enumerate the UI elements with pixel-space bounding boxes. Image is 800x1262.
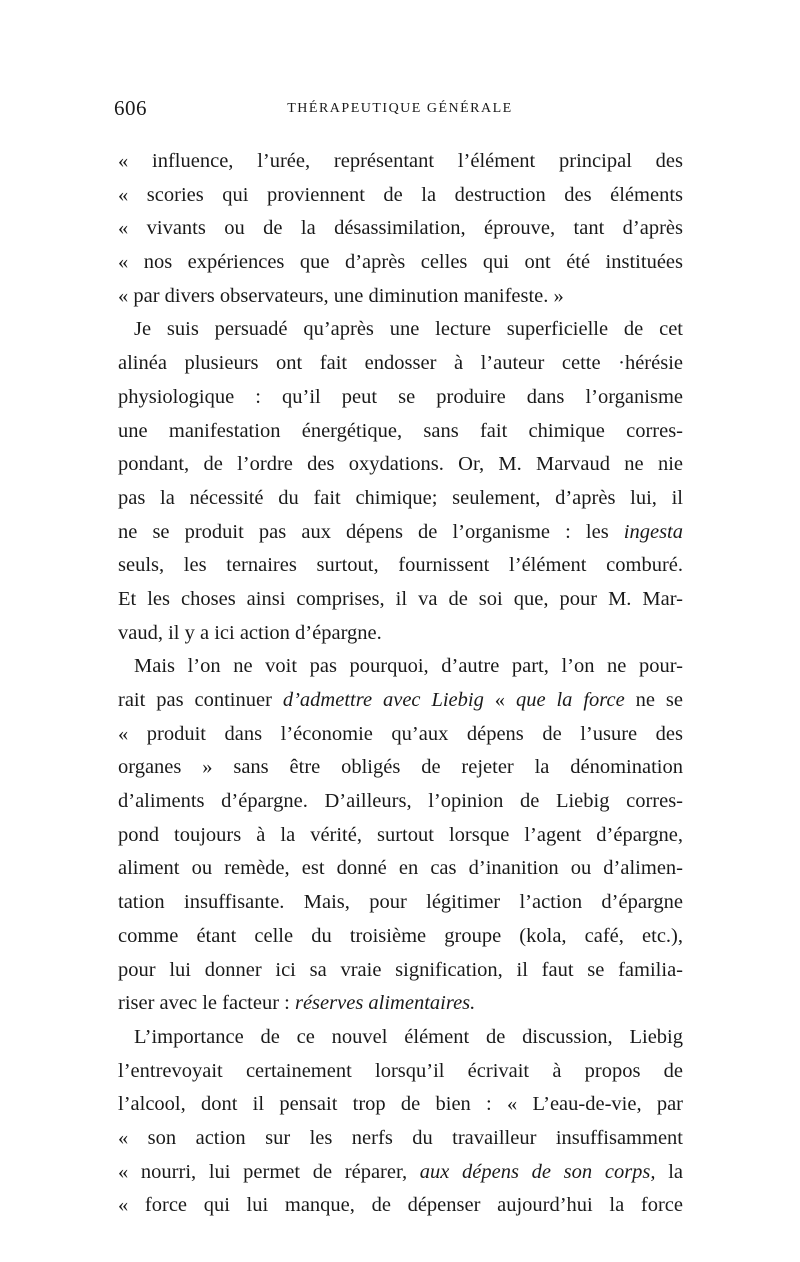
text-line (118, 313, 683, 347)
text-run: tation insuffisante. Mais, pour légitimer l’action d’épargne (118, 891, 683, 914)
italic-text: ingesta (623, 520, 683, 543)
text-line (118, 1122, 683, 1156)
text-line (118, 852, 683, 886)
text-run: ne se (624, 689, 684, 711)
text-run: physiologique : qu’il peut se produire dans l’organisme (118, 385, 683, 408)
text-run: « nourri, lui permet de réparer, (118, 1160, 420, 1183)
text-line (118, 145, 683, 179)
text-line (118, 1055, 683, 1089)
text-run: « (483, 689, 516, 711)
text-run: Et les choses ainsi comprises, il va de soi que, pour M. Mar- (118, 587, 683, 610)
text-run: aliment ou remède, est donné en cas d’inanition ou d’alimen- (118, 857, 683, 880)
text-run: une manifestation énergétique, sans fait chimique corres- (118, 419, 683, 442)
italic-text: réserves alimentaires. (294, 992, 476, 1015)
text-run: « scories qui proviennent de la destruction des éléments (118, 183, 683, 206)
text-line (118, 583, 683, 617)
text-line (118, 347, 683, 381)
text-line (118, 516, 683, 550)
text-run: « par divers observateurs, une diminution manifeste. » (118, 284, 564, 307)
text-run: pour lui donner ici sa vraie signification, il faut se familia- (118, 958, 683, 981)
text-run: « nos expériences que d’après celles qui ont été instituées (118, 251, 683, 274)
text-line (118, 987, 683, 1021)
text-line (118, 819, 683, 853)
text-run: pond toujours à la vérité, surtout lorsque l’agent d’épargne, (118, 823, 683, 846)
text-line (118, 684, 683, 718)
text-run: seuls, les ternaires surtout, fournissent l’élément comburé. (118, 554, 683, 577)
text-run: « produit dans l’économie qu’aux dépens de l’usure des (118, 722, 683, 745)
text-line (118, 448, 683, 482)
text-line (118, 1088, 683, 1122)
text-run: organes » sans être obligés de rejeter la dénomination (118, 756, 683, 779)
text-run: L’importance de ce nouvel élément de discussion, Liebig (134, 1025, 683, 1048)
italic-text: aux dépens de son corps, (419, 1160, 656, 1183)
italic-text: d’admettre avec Liebig (282, 689, 484, 711)
text-run: pondant, de l’ordre des oxydations. Or, M. Marvaud ne nie (118, 453, 683, 476)
text-line (118, 1156, 683, 1190)
text-run: alinéa plusieurs ont fait endosser à l’auteur cette ·hérésie (118, 352, 683, 375)
text-line (118, 482, 683, 516)
text-line (118, 751, 683, 785)
running-head: THÉRAPEUTIQUE GÉNÉRALE (287, 101, 513, 116)
text-line (118, 246, 683, 280)
text-line (118, 549, 683, 583)
text-line (118, 785, 683, 819)
text-run: d’aliments d’épargne. D’ailleurs, l’opinion de Liebig corres- (118, 790, 683, 813)
page-number: 606 (114, 96, 147, 120)
text-run: la (655, 1160, 684, 1183)
text-line (118, 617, 683, 651)
text-run: riser avec le facteur : (118, 992, 295, 1015)
text-line (118, 954, 683, 988)
text-run: Mais l’on ne voit pas pourquoi, d’autre part, l’on ne pour- (134, 655, 683, 678)
text-run: « son action sur les nerfs du travailleur insuffisamment (118, 1126, 683, 1149)
text-run: « vivants ou de la désassimilation, éprouve, tant d’après (118, 217, 683, 240)
body-text (118, 145, 683, 1223)
text-line (118, 886, 683, 920)
text-run: l’entrevoyait certainement lorsqu’il écrivait à propos de (118, 1059, 683, 1082)
text-run: « influence, l’urée, représentant l’élément principal des (118, 150, 683, 172)
text-run: Je suis persuadé qu’après une lecture superficielle de cet (134, 318, 683, 341)
text-line (118, 381, 683, 415)
text-line (118, 718, 683, 752)
text-run: l’alcool, dont il pensait trop de bien : « L’eau-de-vie, par (118, 1093, 683, 1116)
text-run: ne se produit pas aux dépens de l’organisme : les (118, 520, 624, 543)
text-run: pas la nécessité du fait chimique; seulement, d’après lui, il (118, 486, 683, 509)
text-line (118, 179, 683, 213)
text-line (118, 1021, 683, 1055)
text-run: rait pas continuer (118, 689, 283, 711)
text-line (118, 920, 683, 954)
text-run: comme étant celle du troisième groupe (kola, café, etc.), (118, 924, 683, 947)
text-line (118, 415, 683, 449)
italic-text: que la force (515, 689, 625, 711)
text-run: « force qui lui manque, de dépenser aujourd’hui la force (118, 1194, 683, 1217)
text-line (118, 650, 683, 684)
text-line (118, 212, 683, 246)
text-line (118, 280, 683, 314)
text-run: vaud, il y a ici action d’épargne. (118, 621, 382, 644)
text-line (118, 1189, 683, 1223)
